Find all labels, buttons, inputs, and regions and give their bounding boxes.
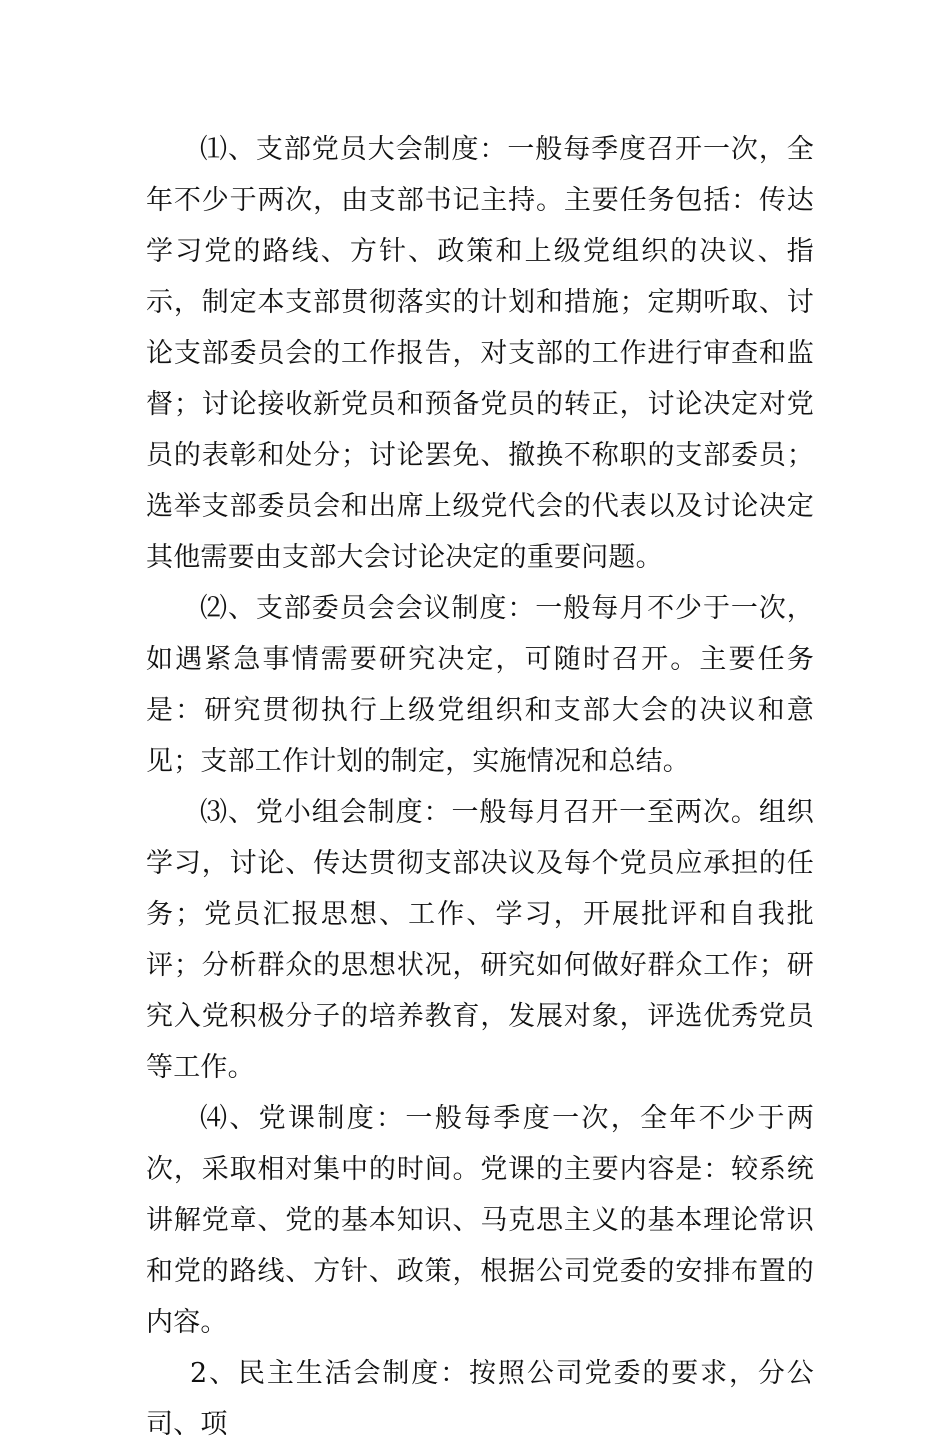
paragraph-party-lecture: ⑷、党课制度：一般每季度一次，全年不少于两次，采取相对集中的时间。党课的主要内容是：较系统讲解党章、党的基本知识、马克思主义的基本理论常识和党的路线、方针、政策，根据公司党委的安排布置的内容。 [146, 1103, 814, 1338]
paragraph-democratic-life-meeting: 2、民主生活会制度：按照公司党委的要求，分公司、项 [146, 1358, 814, 1440]
paragraph-party-group-meeting: ⑶、党小组会制度：一般每月召开一至两次。组织学习，讨论、传达贯彻支部决议及每个党员应承担的任务；党员汇报思想、工作、学习，开展批评和自我批评；分析群众的思想状况，研究如何做好群众工作；研究入党积极分子的培养教育，发展对象，评选优秀党员等工作。 [146, 797, 814, 1083]
paragraph-branch-general-meeting: ⑴、支部党员大会制度：一般每季度召开一次，全年不少于两次，由支部书记主持。主要任务包括：传达学习党的路线、方针、政策和上级党组织的决议、指示，制定本支部贯彻落实的计划和措施；定期听取、讨论支部委员会的工作报告，对支部的工作进行审查和监督；讨论接收新党员和预备党员的转正，讨论决定对党员的表彰和处分；讨论罢免、撤换不称职的支部委员；选举支部委员会和出席上级党代会的代表以及讨论决定其他需要由支部大会讨论决定的重要问题。 [146, 134, 814, 573]
document-body [146, 124, 814, 1450]
paragraph-branch-committee-meeting: ⑵、支部委员会会议制度：一般每月不少于一次，如遇紧急事情需要研究决定，可随时召开。主要任务是：研究贯彻执行上级党组织和支部大会的决议和意见；支部工作计划的制定，实施情况和总结。 [146, 593, 814, 777]
